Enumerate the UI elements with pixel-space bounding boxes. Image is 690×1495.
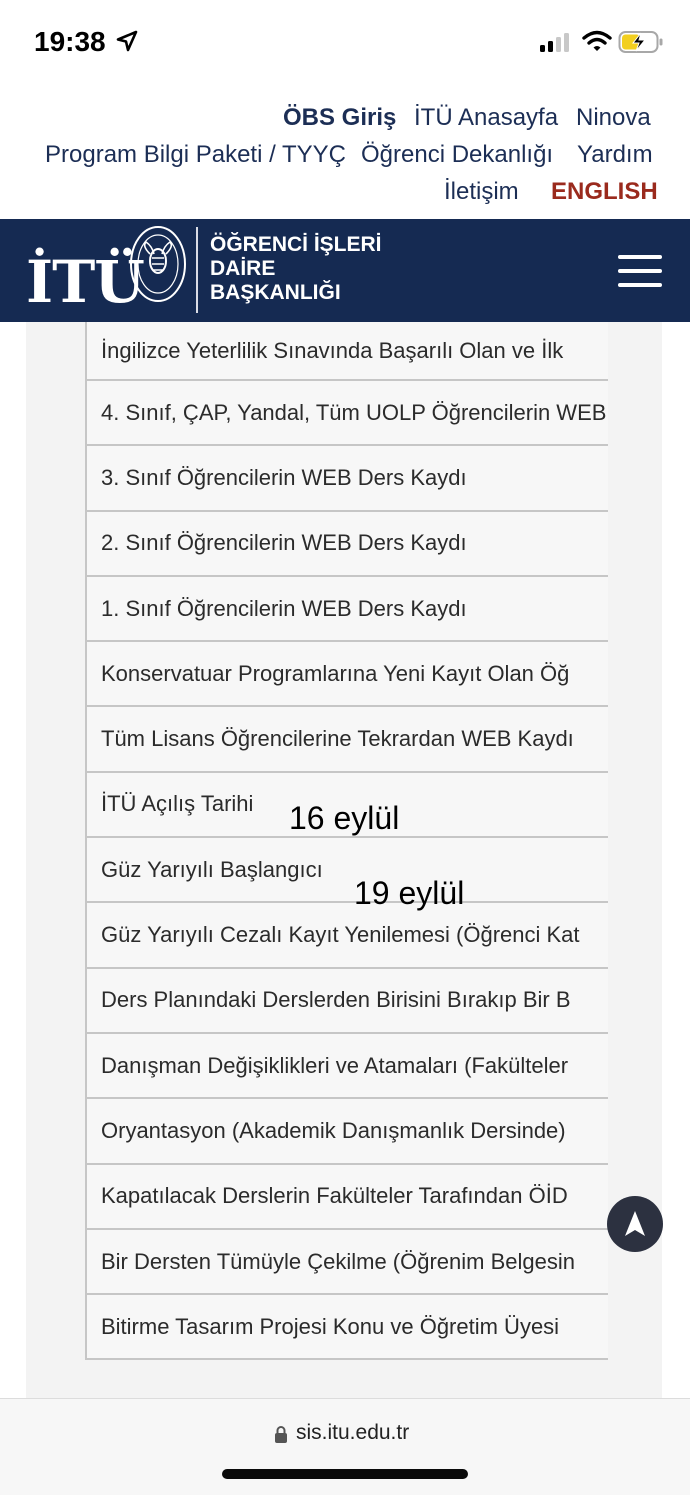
table-row — [87, 322, 608, 381]
table-row — [87, 642, 608, 707]
table-row — [87, 512, 608, 577]
row-cell: Ders Planındaki Derslerden Birisini Bırakıp Bir B — [101, 987, 571, 1013]
status-time: 19:38 — [34, 26, 106, 57]
row-cell: 4. Sınıf, ÇAP, Yandal, Tüm UOLP Öğrencilerin WEB — [101, 399, 607, 425]
table-row — [87, 903, 608, 968]
table-row — [87, 1165, 608, 1230]
menu-bar-icon — [618, 269, 662, 273]
row-cell: 3. Sınıf Öğrencilerin WEB Ders Kaydı — [101, 464, 467, 490]
battery-charging-icon — [618, 30, 664, 54]
wifi-icon — [582, 30, 612, 52]
scroll-to-top-button[interactable] — [607, 1196, 663, 1252]
link-student-dean[interactable]: Öğrenci Dekanlığı — [361, 141, 554, 168]
annotation-semester-start: 19 eylül — [354, 875, 465, 911]
table-row — [87, 1230, 608, 1295]
department-line-1: ÖĞRENCİ İŞLERİ — [210, 233, 382, 256]
status-bar — [0, 0, 690, 90]
row-cell: Kapatılacak Derslerin Fakülteler Tarafından ÖİD — [101, 1183, 568, 1209]
table-row — [87, 707, 608, 772]
table-row — [87, 838, 608, 903]
row-cell: Güz Yarıyılı Başlangıcı — [101, 856, 323, 882]
hamburger-menu-button[interactable] — [612, 247, 662, 289]
menu-bar-icon — [618, 255, 662, 259]
table-row — [87, 1295, 608, 1360]
row-cell: Danışman Değişiklikleri ve Atamaları (Fakülteler — [101, 1052, 569, 1078]
menu-bar-icon — [618, 283, 662, 287]
link-program-info[interactable]: Program Bilgi Paketi / TYYÇ — [45, 141, 346, 168]
row-cell: 1. Sınıf Öğrencilerin WEB Ders Kaydı — [101, 595, 467, 621]
academic-calendar-table — [85, 322, 608, 1360]
itu-logo[interactable]: İTÜ — [26, 248, 144, 316]
header-divider — [196, 227, 198, 313]
row-cell: 2. Sınıf Öğrencilerin WEB Ders Kaydı — [101, 530, 467, 556]
url-domain: sis.itu.edu.tr — [296, 1421, 410, 1444]
link-itu-home[interactable]: İTÜ Anasayfa — [414, 104, 559, 131]
row-cell: Güz Yarıyılı Cezalı Kayıt Yenilemesi (Öğrenci Kat — [101, 922, 580, 948]
row-cell: Konservatuar Programlarına Yeni Kayıt Olan Öğ — [101, 660, 570, 686]
row-cell: Bitirme Tasarım Projesi Konu ve Öğretim Üyesi — [101, 1313, 560, 1339]
row-cell: İngilizce Yeterlilik Sınavında Başarılı Olan ve İlk — [101, 337, 564, 363]
university-seal-icon — [128, 224, 188, 304]
content-area — [0, 322, 690, 1398]
table-row — [87, 969, 608, 1034]
row-cell: Tüm Lisans Öğrencilerine Tekrardan WEB Kaydı — [101, 726, 574, 752]
department-line-2: DAİRE — [210, 257, 276, 280]
table-row — [87, 381, 608, 446]
cellular-signal-icon — [540, 32, 574, 52]
table-row — [87, 446, 608, 511]
department-name — [210, 233, 382, 305]
row-cell: Oryantasyon (Akademik Danışmanlık Dersinde) — [101, 1117, 566, 1143]
arrow-up-icon — [607, 1196, 663, 1252]
table-row — [87, 1034, 608, 1099]
browser-url-bar[interactable] — [0, 1398, 690, 1495]
link-contact[interactable]: İletişim — [444, 178, 519, 205]
link-obs-login[interactable]: ÖBS Giriş — [283, 104, 397, 131]
top-nav-links — [0, 90, 690, 220]
row-cell: Bir Dersten Tümüyle Çekilme (Öğrenim Belgesin — [101, 1248, 575, 1274]
lock-icon — [274, 1425, 288, 1443]
annotation-opening-date: 16 eylül — [289, 800, 400, 836]
home-indicator[interactable] — [222, 1469, 468, 1479]
header-banner — [0, 219, 690, 322]
link-help[interactable]: Yardım — [577, 141, 653, 168]
department-line-3: BAŞKANLIĞI — [210, 281, 341, 304]
table-row — [87, 1099, 608, 1164]
link-ninova[interactable]: Ninova — [576, 104, 651, 131]
table-row — [87, 577, 608, 642]
link-english[interactable]: ENGLISH — [551, 178, 658, 205]
row-cell: İTÜ Açılış Tarihi — [101, 791, 254, 817]
location-arrow-icon — [116, 30, 138, 52]
